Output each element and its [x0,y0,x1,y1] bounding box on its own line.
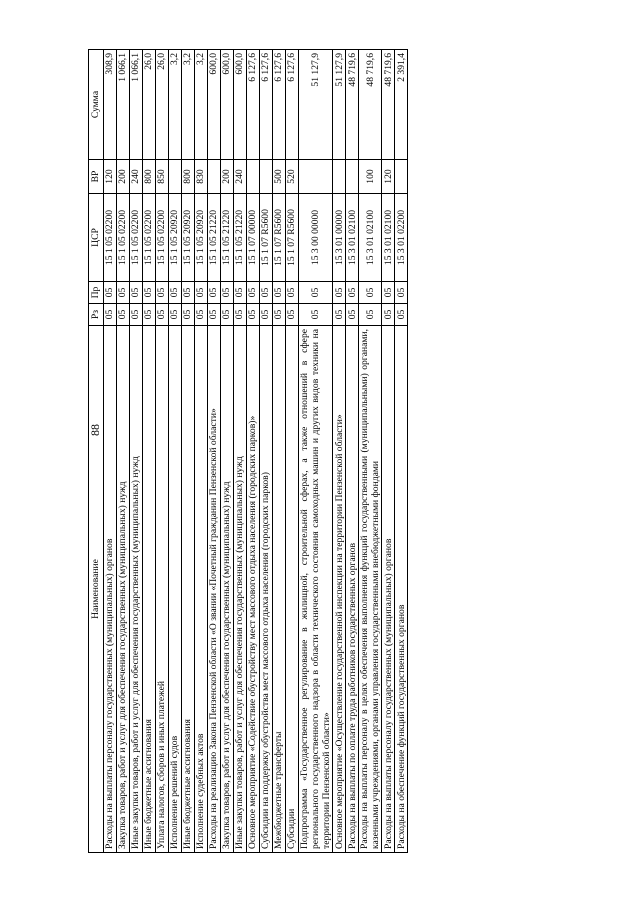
header-pr: Пр [89,282,104,304]
cell-sum: 48 719,6 [346,50,359,160]
header-csr: ЦСР [89,194,104,282]
cell-name: Закупка товаров, работ и услуг для обеспечения государственных (муниципальных) нужд [221,326,234,853]
cell-pr: 05 [359,282,382,304]
cell-pr: 05 [195,282,208,304]
cell-pr: 05 [156,282,169,304]
cell-rz: 05 [208,304,221,326]
cell-rz: 05 [234,304,247,326]
cell-rz: 05 [382,304,395,326]
cell-rz: 05 [130,304,143,326]
header-vr: ВР [89,160,104,194]
cell-csr: 15 3 01 02100 [346,194,359,282]
cell-name: Межбюджетные трансферты [273,326,286,853]
cell-csr: 15 3 01 02100 [359,194,382,282]
cell-pr: 05 [299,282,333,304]
cell-sum: 1 066,1 [117,50,130,160]
cell-csr: 15 3 01 00000 [333,194,346,282]
cell-sum: 3,2 [195,50,208,160]
header-name: Наименование [89,326,104,853]
cell-vr [247,160,260,194]
cell-vr: 500 [273,160,286,194]
cell-name: Уплата налогов, сборов и иных платежей [156,326,169,853]
cell-vr [333,160,346,194]
cell-pr: 05 [130,282,143,304]
cell-vr: 120 [104,160,117,194]
cell-pr: 05 [208,282,221,304]
cell-csr: 15 1 05 21220 [234,194,247,282]
table-row [234,50,247,853]
table-row [156,50,169,853]
table-row [117,50,130,853]
cell-vr: 120 [382,160,395,194]
table-row [182,50,195,853]
cell-sum: 48 719,6 [359,50,382,160]
cell-rz: 05 [273,304,286,326]
cell-rz: 05 [104,304,117,326]
cell-csr: 15 1 05 20920 [169,194,182,282]
cell-sum: 6 127,6 [286,50,299,160]
cell-name: Расходы на выплаты персоналу государственных (муниципальных) органов [382,326,395,853]
cell-sum: 3,2 [169,50,182,160]
table-row [333,50,346,853]
cell-pr: 05 [260,282,273,304]
cell-name: Иные бюджетные ассигнования [143,326,156,853]
cell-rz: 05 [143,304,156,326]
cell-pr: 05 [382,282,395,304]
cell-rz: 05 [117,304,130,326]
cell-name: Исполнение судебных актов [195,326,208,853]
budget-table [88,49,408,853]
cell-name: Расходы на выплаты по оплате труда работников государственных органов [346,326,359,853]
cell-rz: 05 [299,304,333,326]
cell-pr: 05 [182,282,195,304]
cell-pr: 05 [247,282,260,304]
cell-sum: 26,0 [156,50,169,160]
cell-csr: 15 1 07 R5600 [286,194,299,282]
cell-vr [169,160,182,194]
cell-vr: 240 [234,160,247,194]
cell-vr: 850 [156,160,169,194]
table-row [346,50,359,853]
cell-name: Исполнение решений судов [169,326,182,853]
cell-csr: 15 1 07 R5600 [273,194,286,282]
cell-pr: 05 [346,282,359,304]
cell-rz: 05 [182,304,195,326]
table-row [299,50,333,853]
cell-name: Иные закупки товаров, работ и услуг для обеспечения государственных (муниципальных) нужд [234,326,247,853]
header-sum: Сумма [89,50,104,160]
cell-rz: 05 [260,304,273,326]
table-row [273,50,286,853]
cell-vr: 100 [359,160,382,194]
cell-vr [260,160,273,194]
cell-vr: 200 [117,160,130,194]
cell-csr: 15 1 05 02200 [104,194,117,282]
cell-rz: 05 [221,304,234,326]
cell-rz: 05 [286,304,299,326]
cell-name: Иные бюджетные ассигнования [182,326,195,853]
cell-vr [208,160,221,194]
cell-name: Основное мероприятие «Содействие обустройству мест массового отдыха населения (городских парков)» [247,326,260,853]
cell-sum: 6 127,6 [247,50,260,160]
cell-name: Иные закупки товаров, работ и услуг для обеспечения государственных (муниципальных) нужд [130,326,143,853]
cell-rz: 05 [247,304,260,326]
cell-pr: 05 [333,282,346,304]
cell-vr: 800 [143,160,156,194]
cell-rz: 05 [359,304,382,326]
cell-sum: 2 391,4 [395,50,408,160]
cell-pr: 05 [104,282,117,304]
cell-csr: 15 3 00 00000 [299,194,333,282]
cell-rz: 05 [333,304,346,326]
header-row [89,50,104,853]
cell-name: Субсидии [286,326,299,853]
cell-sum: 1 066,1 [130,50,143,160]
cell-csr: 15 1 05 20920 [182,194,195,282]
table-row [130,50,143,853]
cell-csr: 15 1 05 02200 [156,194,169,282]
cell-name: Подпрограмма «Государственное регулирование в жилищной, строительной сферах, а также отношений в сфере регионального государственного надзора в области технического состояния самоходных машин и других видов техники на территории Пензенской области» [299,326,333,853]
cell-rz: 05 [395,304,408,326]
cell-sum: 3,2 [182,50,195,160]
cell-sum: 600,0 [208,50,221,160]
cell-sum: 48 719,6 [382,50,395,160]
table-body [104,50,408,853]
cell-csr: 15 1 07 00000 [247,194,260,282]
cell-name: Субсидии на поддержку обустройства мест массового отдыха населения (городских парков) [260,326,273,853]
cell-sum: 6 127,6 [273,50,286,160]
cell-name: Закупка товаров, работ и услуг для обеспечения государственных (муниципальных) нужд [117,326,130,853]
table-row [195,50,208,853]
cell-csr: 15 3 01 02200 [395,194,408,282]
cell-sum: 600,0 [221,50,234,160]
cell-rz: 05 [156,304,169,326]
cell-vr: 240 [130,160,143,194]
cell-csr: 15 1 05 02200 [130,194,143,282]
cell-sum: 308,9 [104,50,117,160]
cell-sum: 600,0 [234,50,247,160]
cell-name: Расходы на обеспечение функций государственных органов [395,326,408,853]
cell-csr: 15 1 05 02200 [117,194,130,282]
cell-name: Расходы на выплаты персоналу государственных (муниципальных) органов [104,326,117,853]
page-number: 88 [88,424,102,436]
table-row [143,50,156,853]
cell-csr: 15 1 05 21220 [221,194,234,282]
table-row [169,50,182,853]
cell-rz: 05 [169,304,182,326]
cell-name: Расходы на выплаты персоналу в целях обеспечения выполнения функций государственными (муниципальными) органами, казенными учреждениями, органами управления государственными внебюджетными фондами [359,326,382,853]
cell-pr: 05 [169,282,182,304]
cell-pr: 05 [395,282,408,304]
cell-vr: 200 [221,160,234,194]
table-row [382,50,395,853]
cell-name: Основное мероприятие «Осуществление государственной инспекции на территории Пензенской области» [333,326,346,853]
cell-pr: 05 [143,282,156,304]
cell-vr [395,160,408,194]
cell-pr: 05 [117,282,130,304]
cell-vr [299,160,333,194]
cell-vr: 830 [195,160,208,194]
cell-pr: 05 [221,282,234,304]
cell-csr: 15 1 05 02200 [143,194,156,282]
cell-pr: 05 [273,282,286,304]
cell-sum: 26,0 [143,50,156,160]
cell-csr: 15 1 05 21220 [208,194,221,282]
cell-csr: 15 3 01 02100 [382,194,395,282]
cell-sum: 51 127,9 [299,50,333,160]
cell-sum: 6 127,6 [260,50,273,160]
table-row [395,50,408,853]
table-row [260,50,273,853]
cell-sum: 51 127,9 [333,50,346,160]
cell-rz: 05 [346,304,359,326]
table-row [286,50,299,853]
table-row [247,50,260,853]
budget-table-container [88,50,531,853]
cell-vr [346,160,359,194]
cell-pr: 05 [286,282,299,304]
table-row [104,50,117,853]
header-rz: Рз [89,304,104,326]
cell-csr: 15 1 07 R5600 [260,194,273,282]
cell-vr: 800 [182,160,195,194]
cell-name: Расходы на реализацию Закона Пензенской области «О звании «Почетный гражданин Пензенской области» [208,326,221,853]
cell-pr: 05 [234,282,247,304]
cell-csr: 15 1 05 20920 [195,194,208,282]
table-row [221,50,234,853]
table-row [208,50,221,853]
table-row [359,50,382,853]
cell-vr: 520 [286,160,299,194]
cell-rz: 05 [195,304,208,326]
